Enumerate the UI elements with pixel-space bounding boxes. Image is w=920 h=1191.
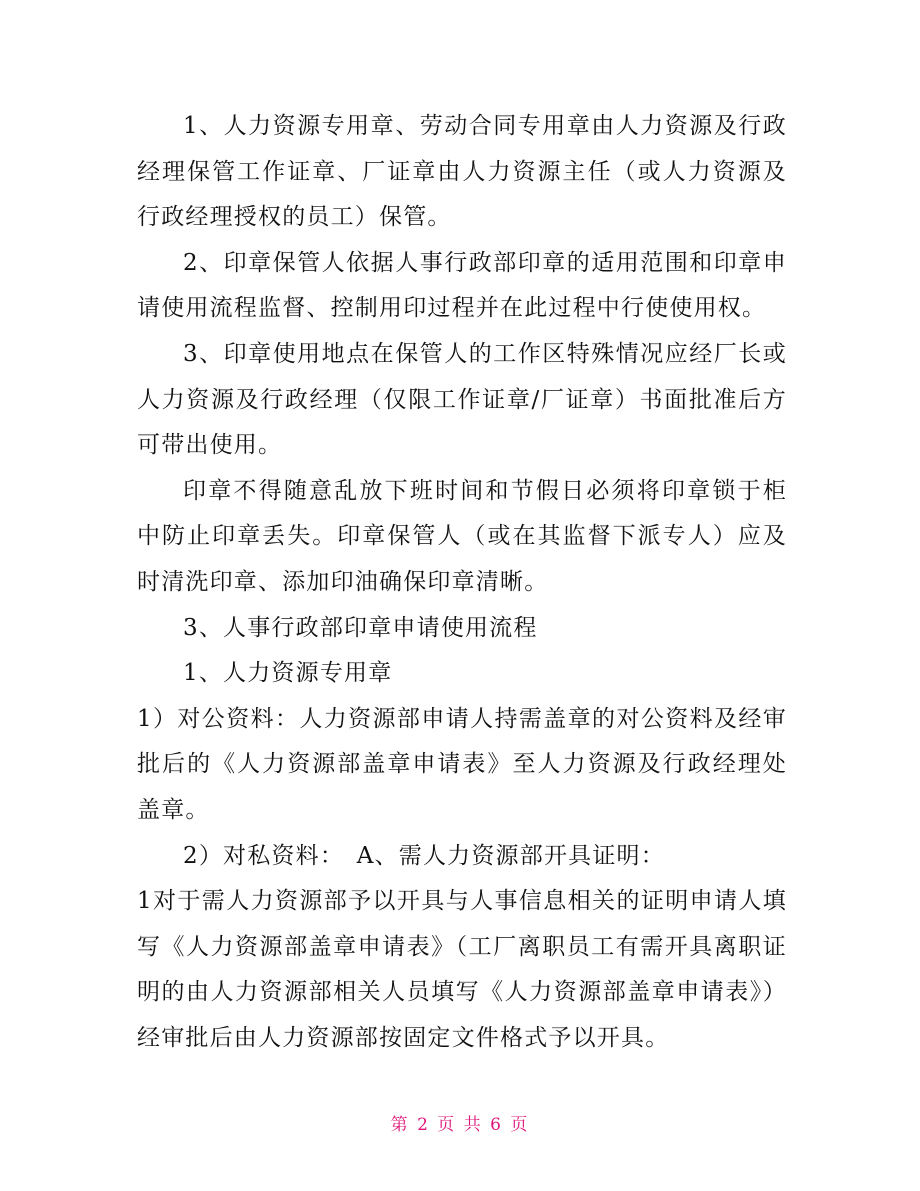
paragraph-seal-usage-location: 3、印章使用地点在保管人的工作区特殊情况应经厂长或人力资源及行政经理（仅限工作证章/厂证章）书面批准后方可带出使用。 — [137, 340, 787, 459]
paragraph-seal-keeper-duty: 2、印章保管人依据人事行政部印章的适用范围和印章申请使用流程监督、控制用印过程并在此过程中行使使用权。 — [137, 249, 787, 322]
paragraph-seal-custody: 1、人力资源专用章、劳动合同专用章由人力资源及行政经理保管工作证章、厂证章由人力资源主任（或人力资源及行政经理授权的员工）保管。 — [137, 113, 787, 231]
footer-total-pages: 6 — [490, 1115, 503, 1135]
paragraph-private-documents: 2）对私资料： A、需人力资源部开具证明： — [183, 842, 665, 869]
paragraph-public-documents: 1）对公资料：人力资源部申请人持需盖章的对公资料及经审批后的《人力资源部盖章申请表》至人力资源及行政经理处盖章。 — [137, 705, 787, 823]
heading-hr-seal: 1、人力资源专用章 — [183, 660, 393, 687]
document-body — [137, 104, 787, 1061]
heading-seal-application-process: 3、人事行政部印章申请使用流程 — [183, 614, 538, 641]
footer-suffix: 页 — [510, 1115, 530, 1135]
paragraph-certificate-issuance: 1对于需人力资源部予以开具与人事信息相关的证明申请人填写《人力资源部盖章申请表》（工厂离职员工有需开具离职证明的由人力资源部相关人员填写《人力资源部盖章申请表》）经审批后由人力资源部按固定文件格式予以开具。 — [137, 888, 787, 1051]
footer-middle: 页 共 — [437, 1115, 483, 1135]
footer-page-number: 2 — [417, 1115, 430, 1135]
footer-prefix: 第 — [390, 1115, 410, 1135]
page-footer — [0, 1110, 920, 1135]
paragraph-seal-storage: 印章不得随意乱放下班时间和节假日必须将印章锁于柜中防止印章丢失。印章保管人（或在其监督下派专人）应及时清洗印章、添加印油确保印章清晰。 — [137, 477, 787, 595]
